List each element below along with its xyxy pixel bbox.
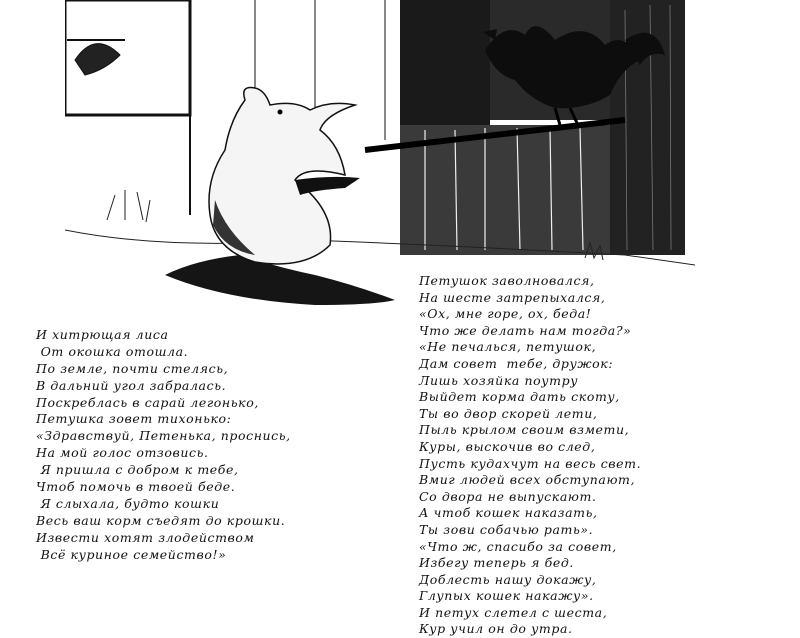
poem-line: Чтоб помочь в твоей беде. [36, 479, 236, 495]
poem-line: Ты во двор скорей лети, [419, 405, 598, 421]
poem-line: «Не печалься, петушок, [419, 339, 597, 355]
fox [165, 88, 395, 306]
poem-line: Доблесть нашу докажу, [419, 571, 597, 587]
window-frame [65, 0, 190, 115]
poem-right-column [419, 273, 641, 638]
poem-line: Ты зови собачью рать». [419, 521, 594, 537]
poem-line: Вмиг людей всех обступают, [419, 472, 636, 488]
poem-line: Я слыхала, будто кошки [36, 495, 220, 511]
poem-line: Пусть кудахчут на весь свет. [419, 455, 642, 471]
poem-line: Петушок заволновался, [419, 273, 595, 288]
poem-line: Весь ваш корм съедят до крошки. [36, 512, 286, 528]
poem-line: «Здравствуй, Петенька, проснись, [36, 428, 291, 444]
poem-line: От окошка отошла. [36, 343, 189, 359]
poem-line: В дальний угол забралась. [36, 377, 227, 393]
poem-line: Кур учил он до утра. [419, 621, 573, 637]
poem-line: Петушка зовет тихонько: [36, 411, 232, 427]
poem-line: Всё куриное семейство!» [36, 546, 227, 562]
poem-line: И хитрющая лиса [36, 327, 169, 342]
poem-line: По земле, почти стелясь, [36, 360, 229, 376]
poem-line: Выйдет корма дать скоту, [419, 389, 620, 405]
poem-line: Куры, выскочив во след, [419, 438, 596, 454]
poem-line: Что же делать нам тогда?» [419, 322, 632, 338]
poem-line: Поскреблась в сарай легонько, [36, 394, 259, 410]
poem-line: На шесте затрепыхался, [419, 289, 606, 305]
poem-line: Извести хотят злодейством [36, 529, 255, 545]
poem-line: А чтоб кошек наказать, [419, 505, 598, 521]
fox-and-rooster-illustration-icon [65, 0, 695, 320]
poem-line: Дам совет тебе, дружок: [419, 355, 614, 371]
poem-line: «Что ж, спасибо за совет, [419, 538, 617, 554]
poem-line: Я пришла с добром к тебе, [36, 462, 239, 478]
poem-line: На мой голос отзовись. [36, 445, 209, 461]
poem-line: Глупых кошек накажу». [419, 588, 594, 604]
poem-left-column [36, 327, 291, 563]
poem-line: Избегу теперь я бед. [419, 555, 574, 571]
poem-line: Пыль крылом своим взмети, [419, 422, 630, 438]
poem-line: И петух слетел с шеста, [419, 604, 608, 620]
poem-line: «Ох, мне горе, ох, беда! [419, 306, 592, 322]
poem-line: Лишь хозяйка поутру [419, 372, 579, 388]
poem-line: Со двора не выпускают. [419, 488, 597, 504]
